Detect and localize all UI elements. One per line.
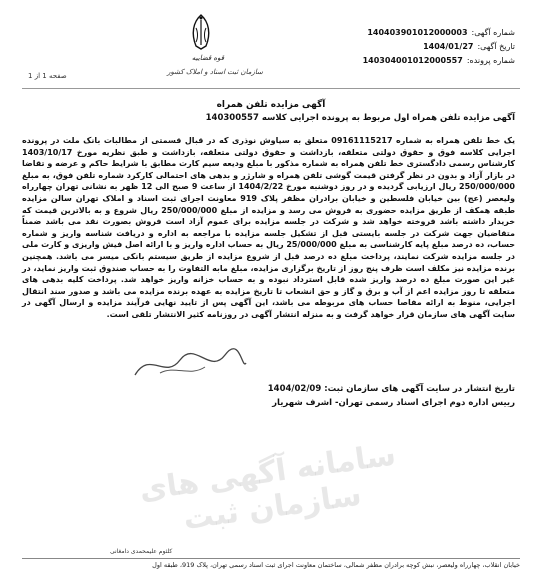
notice-number-label: شماره آگهی: [471,28,515,37]
notice-number: 140403901012000003 [367,28,468,37]
signer-line: رییس اداره دوم اجرای اسناد رسمی تهران- اشرف شهریار [272,398,515,408]
header-divider [22,88,520,89]
org-subtitle: سازمان ثبت اسناد و املاک کشور [167,68,263,76]
file-number: 140304001012000557 [362,56,463,65]
notice-title: آگهی مزایده تلفن همراه [216,100,326,110]
file-number-label: شماره پرونده: [466,56,515,65]
org-name: قوه قضاییه [191,54,225,62]
header-meta [255,26,515,68]
notice-number-row [255,26,515,40]
notice-date: 1404/01/27 [423,42,474,51]
notice-date-row [255,40,515,54]
watermark: سامانه آگهی های سازمان ثبت [137,437,398,538]
emblem-icon [184,12,218,52]
notice-date-label: تاریخ آگهی: [477,42,515,51]
stamp-text: کلثوم علیمحمدی دامغانی [110,548,173,555]
notice-subtitle: آگهی مزایده تلفن همراه اول مربوط به پرونده اجرایی کلاسه 140300557 [205,113,515,123]
file-number-row [255,54,515,68]
page-number: صفحه 1 از 1 [28,72,67,80]
publish-date-line: تاریخ انتشار در سایت آگهی های سازمان ثبت: 1404/02/09 [267,384,515,394]
footer-block [180,382,515,410]
address-footer: خیابان انقلاب، چهارراه ولیعصر، نبش کوچه برادران مظفر شمالی، ساختمان معاونت اجرای ثبت اسناد رسمی تهران، پلاک 919، طبقه اول [22,558,520,569]
signature-scribble [130,345,250,385]
notice-body: یک خط تلفن همراه به شماره 09161115217 متعلق به سیاوش نوذری که در قبال قسمتی از مطالبات بانک ملت در پرونده اجرایی کلاسه فوق و حقوق دولتی متعلقه، بازداشت و حقوق دولتی متعلقه، بازداشت و طبق نظریه مورخ 1403/10/17 کارشناس رسمی دادگستری خط تلفن همراه به شماره مذکور با مبلغ ودیعه سیم کارت مطابق با شرایط حاکم و عرضه و تقاضا در بازار آزاد و بدون در نظر گرفتن قیمت گوشی تلفن همراه و شارژر و بدهی های احتمالی کارکرد شماره تلفن فوق، به مبلغ 250/000/000 ریال ارزیابی گردیده و در روز دوشنبه مورخ 1404/2/22 از ساعت 9 صبح الی 12 ظهر به نشانی تهران چهارراه ولیعصر (عج) بین خیابان فلسطین و خیابان برادران مظفر پلاک 919 معاونت اجرای ثبت اسناد و املاک تهران سالن مزایده طبقه همکف از طریق مزایده حضوری به فروش می رسد و مزایده از مبلغ 250/000/000 ریال شروع و به بالاترین قیمت که خریدار داشته باشد فروخته خواهد شد و شرکت در جلسه مزایده برای عموم آزاد است فروش بصورت نقد می باشد ضمناً متقاضیان جهت شرکت در جلسه بایستی قبل از تشکیل جلسه مزایده با مراجعه به اداره و دریافت شناسه واریز و شماره حساب، ده درصد مبلغ پایه کارشناسی به مبلغ 25/000/000 ریال به حساب اداره واریز و با ارائه اصل فیش واریزی و کارت ملی در جلسه مزایده شرکت نمایند، پرداخت مبلغ ده درصد قبل از شروع مزایده از طریق سیستم بانکی میسر می باشد. همچنین برنده مزایده نیز مکلف است ظرف پنج روز از تاریخ برگزاری مزایده، مبلغ مابه التفاوت را به حساب صندوق ثبت واریز نماید، در غیر این صورت مبلغ ده درصد واریز شده قابل استرداد نبوده و به حساب خزانه واریز خواهد شد. پرداخت کلیه بدهی های متعلقه تا روز مزایده اعم از آب و برق و گاز و حق انشعاب تا تاریخ مزایده به عهده برنده مزایده می باشد و صدور سند انتقال اجرایی، منوط به ارائه مفاصا حساب های مربوطه می باشد، این آگهی پس از تایید نهایی فرآیند مزایده و ارسال آگهی در سایت آگهی های سازمان قرار خواهد گرفت و به منزله انتشار آگهی در روزنامه کثیر الانتشار تلقی است. [22,136,516,319]
